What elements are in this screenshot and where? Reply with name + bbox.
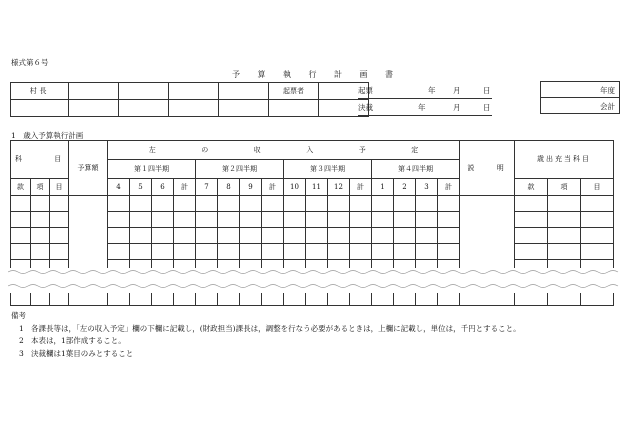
section-title: 1 歳入予算執行計画 [11,131,84,140]
table-row [11,196,614,212]
note-item: 1 各課長等は，「左の収入予定」欄の下欄に記載し，(財政担当)課長は，調整を行なう必要があるときは，上欄に記載し，単位は，千円とすること。 [19,323,521,333]
year-label: 年 [428,86,436,95]
entry-cell[interactable] [328,228,350,244]
entry-cell[interactable] [218,244,240,260]
entry-cell[interactable] [306,228,328,244]
entry-cell[interactable] [394,196,416,212]
entry-cell[interactable] [240,196,262,212]
account-field[interactable]: 会計 [541,97,619,113]
entry-cell[interactable] [69,293,108,305]
entry-cell[interactable] [218,196,240,212]
month-header: 4 [108,179,130,196]
moku-header: 目 [581,179,614,196]
entry-cell[interactable] [394,212,416,228]
quarter-header: 第１四半期 [108,160,196,179]
entry-cell[interactable] [372,196,394,212]
quarter-header: 第３四半期 [284,160,372,179]
revenue-plan-table [10,140,614,286]
entry-cell[interactable] [438,196,460,212]
month-label: 月 [453,103,461,112]
entry-cell[interactable] [174,293,196,305]
entry-cell[interactable] [240,244,262,260]
drafted-label: 起票 [358,86,373,95]
entry-cell[interactable] [438,244,460,260]
revenue-plan-table-end [10,293,614,306]
table-row [11,293,614,305]
appropriation-header: 歳出充当科目 [515,141,614,179]
kan-header: 款 [11,179,31,196]
entry-cell[interactable] [372,244,394,260]
entry-cell[interactable] [350,228,372,244]
entry-cell[interactable] [416,212,438,228]
entry-cell[interactable] [284,293,306,305]
entry-cell[interactable] [130,212,152,228]
entry-cell[interactable] [328,196,350,212]
stamp-cell[interactable] [269,100,319,117]
entry-cell[interactable] [130,293,152,305]
year-label: 年 [418,103,426,112]
entry-cell[interactable] [515,244,548,260]
subject-header: 科 目 [11,141,69,179]
entry-cell[interactable] [438,293,460,305]
quarter-header: 第４四半期 [372,160,460,179]
note-item: 2 本表は，1部作成すること。 [19,336,126,346]
quarter-header: 第２四半期 [196,160,284,179]
entry-cell[interactable] [108,196,130,212]
entry-cell[interactable] [196,228,218,244]
month-header: 11 [306,179,328,196]
month-header: 1 [372,179,394,196]
entry-cell[interactable] [50,196,69,212]
moku-header: 目 [50,179,69,196]
approval-table [10,82,369,117]
entry-cell[interactable] [108,293,130,305]
stamp-cell[interactable] [119,83,169,100]
entry-cell[interactable] [11,196,31,212]
entry-cell[interactable] [130,196,152,212]
table-break [8,268,620,290]
entry-cell[interactable] [31,244,50,260]
month-label: 月 [453,86,461,95]
entry-cell[interactable] [548,293,581,305]
form-title: 予算執行計画書 [232,70,411,79]
date-block [358,82,492,116]
entry-cell[interactable] [31,196,50,212]
stamp-cell[interactable] [219,83,269,100]
decided-date-row[interactable] [358,99,492,116]
entry-cell[interactable] [196,293,218,305]
decided-label: 決裁 [358,103,373,112]
entry-cell[interactable] [372,293,394,305]
entry-cell[interactable] [350,244,372,260]
entry-cell[interactable] [581,244,614,260]
entry-cell[interactable] [11,228,31,244]
entry-cell[interactable] [306,293,328,305]
entry-cell[interactable] [515,228,548,244]
entry-cell[interactable] [108,212,130,228]
entry-cell[interactable] [130,244,152,260]
break-line-icon [8,268,620,290]
month-header: 計 [262,179,284,196]
month-header: 12 [328,179,350,196]
entry-cell[interactable] [284,212,306,228]
budget-amount-header: 予算額 [69,141,108,196]
entry-cell[interactable] [262,212,284,228]
entry-cell[interactable] [11,293,31,305]
entry-cell[interactable] [548,196,581,212]
entry-cell[interactable] [50,212,69,228]
entry-cell[interactable] [416,244,438,260]
entry-cell[interactable] [11,244,31,260]
entry-cell[interactable] [174,228,196,244]
mayor-label: 村長 [11,83,69,100]
entry-cell[interactable] [152,228,174,244]
entry-cell[interactable] [31,293,50,305]
entry-cell[interactable] [350,196,372,212]
month-header: 9 [240,179,262,196]
entry-cell[interactable] [262,196,284,212]
entry-cell[interactable] [581,212,614,228]
day-label: 日 [483,86,491,95]
drafted-date-row[interactable] [358,82,492,99]
plan-header: 左 の 収 入 予 定 [108,141,460,160]
month-header: 10 [284,179,306,196]
entry-cell[interactable] [328,293,350,305]
entry-cell[interactable] [262,244,284,260]
entry-cell[interactable] [372,212,394,228]
entry-cell[interactable] [50,244,69,260]
entry-cell[interactable] [394,228,416,244]
note-item: 3 決裁欄は1葉目のみとすること [19,348,134,358]
entry-cell[interactable] [50,293,69,305]
entry-cell[interactable] [515,212,548,228]
entry-cell[interactable] [328,212,350,228]
entry-cell[interactable] [394,244,416,260]
stamp-cell[interactable] [219,100,269,117]
month-header: 5 [130,179,152,196]
entry-cell[interactable] [218,228,240,244]
entry-cell[interactable] [548,228,581,244]
kou-header: 項 [548,179,581,196]
entry-cell[interactable] [174,196,196,212]
entry-cell[interactable] [350,212,372,228]
entry-cell[interactable] [548,212,581,228]
entry-cell[interactable] [460,293,515,305]
day-label: 日 [483,103,491,112]
entry-cell[interactable] [50,228,69,244]
entry-cell[interactable] [152,244,174,260]
entry-cell[interactable] [350,293,372,305]
entry-cell[interactable] [394,293,416,305]
entry-cell[interactable] [328,244,350,260]
entry-cell[interactable] [108,228,130,244]
month-header: 計 [350,179,372,196]
entry-cell[interactable] [240,293,262,305]
entry-cell[interactable] [31,228,50,244]
stamp-cell[interactable] [69,83,119,100]
entry-cell[interactable] [174,212,196,228]
entry-cell[interactable] [284,244,306,260]
entry-cell[interactable] [581,228,614,244]
entry-cell[interactable] [218,293,240,305]
stamp-cell[interactable] [169,83,219,100]
entry-cell[interactable] [438,228,460,244]
entry-cell[interactable] [306,212,328,228]
explanation-header: 説 明 [460,141,515,196]
kan-header: 款 [515,179,548,196]
entry-cell[interactable] [240,228,262,244]
entry-cell[interactable] [284,196,306,212]
month-header: 計 [174,179,196,196]
stamp-cell[interactable] [119,100,169,117]
entry-cell[interactable] [416,228,438,244]
notes [11,310,521,360]
entry-cell[interactable] [130,228,152,244]
month-header: 2 [394,179,416,196]
form-number: 様式第６号 [11,58,49,67]
entry-cell[interactable] [581,293,614,305]
entry-cell[interactable] [416,196,438,212]
drafter-label: 起票者 [269,83,319,100]
entry-cell[interactable] [11,212,31,228]
month-header: 計 [438,179,460,196]
stamp-cell[interactable] [11,100,69,117]
entry-cell[interactable] [152,293,174,305]
entry-cell[interactable] [372,228,394,244]
entry-cell[interactable] [262,293,284,305]
month-header: 8 [218,179,240,196]
month-header: 7 [196,179,218,196]
entry-cell[interactable] [108,244,130,260]
entry-cell[interactable] [262,228,284,244]
entry-cell[interactable] [284,228,306,244]
kou-header: 項 [31,179,50,196]
entry-cell[interactable] [515,293,548,305]
month-header: 3 [416,179,438,196]
entry-cell[interactable] [240,212,262,228]
fiscal-box [540,81,620,114]
fiscal-year-field[interactable]: 年度 [600,86,615,95]
entry-cell[interactable] [174,244,196,260]
month-header: 6 [152,179,174,196]
entry-cell[interactable] [306,244,328,260]
entry-cell[interactable] [581,196,614,212]
entry-cell[interactable] [152,196,174,212]
stamp-cell[interactable] [169,100,219,117]
entry-cell[interactable] [196,244,218,260]
entry-cell[interactable] [196,196,218,212]
entry-cell[interactable] [416,293,438,305]
entry-cell[interactable] [438,212,460,228]
entry-cell[interactable] [218,212,240,228]
entry-cell[interactable] [515,196,548,212]
entry-cell[interactable] [152,212,174,228]
entry-cell[interactable] [548,244,581,260]
entry-cell[interactable] [31,212,50,228]
notes-heading: 備考 [11,311,26,320]
stamp-cell[interactable] [69,100,119,117]
entry-cell[interactable] [196,212,218,228]
entry-cell[interactable] [306,196,328,212]
